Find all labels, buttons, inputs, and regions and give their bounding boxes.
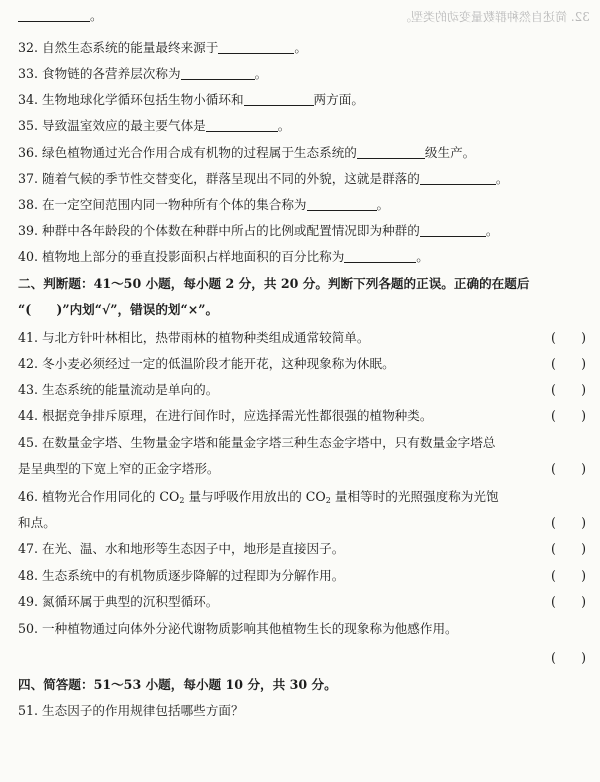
- question-46-line-1: 46. 植物光合作用同化的 $CO_2$ 量与呼吸作用放出的 $CO_2$ 量相等时的光照强度称为光饱: [18, 489, 499, 505]
- answer-blank[interactable]: [244, 93, 314, 106]
- question-text: 37. 随着气候的季节性交替变化，群落呈现出不同的外貌，这就是群落的: [18, 171, 420, 186]
- subscript: 2: [325, 496, 331, 505]
- section-4-heading: 四、简答题：51～53 小题，每小题 10 分，共 30 分。: [18, 677, 337, 692]
- answer-blank[interactable]: [420, 224, 486, 237]
- question-42: 42. 冬小麦必须经过一定的低温阶段才能开花，这种现象称为休眠。: [18, 356, 395, 371]
- question-43: 43. 生态系统的能量流动是单向的。: [18, 382, 219, 397]
- question-51: 51. 生态因子的作用规律包括哪些方面？: [18, 703, 244, 718]
- section-2-heading-cont: “( )”内划“√”，错误的划“×”。: [18, 302, 219, 317]
- question-46-line-2: 和点。: [18, 515, 56, 530]
- answer-parentheses[interactable]: ( ): [550, 515, 586, 530]
- question-38: 38. 在一定空间范围内同一物种所有个体的集合称为 。: [18, 197, 390, 212]
- question-32: 32. 自然生态系统的能量最终来源于 。: [18, 40, 307, 55]
- answer-blank[interactable]: [181, 67, 255, 80]
- answer-blank[interactable]: [218, 41, 294, 54]
- question-45-line-2: 是呈典型的下宽上窄的正金字塔形。: [18, 461, 220, 476]
- question-35: 35. 导致温室效应的最主要气体是 。: [18, 118, 291, 133]
- top-answer-line: 。: [18, 8, 586, 24]
- question-text: 33. 食物链的各营养层次称为: [18, 66, 181, 81]
- question-44: 44. 根据竞争排斥原理，在进行间作时，应选择需光性都很强的植物种类。: [18, 408, 433, 423]
- question-45-line-1: 45. 在数量金字塔、生物量金字塔和能量金字塔三种生态金字塔中，只有数量金字塔总: [18, 435, 496, 450]
- question-48: 48. 生态系统中的有机物质逐步降解的过程即为分解作用。: [18, 568, 345, 583]
- question-47: 47. 在光、温、水和地形等生态因子中，地形是直接因子。: [18, 541, 345, 556]
- answer-parentheses[interactable]: ( ): [550, 541, 586, 556]
- question-33: 33. 食物链的各营养层次称为 。: [18, 66, 268, 81]
- answer-parentheses[interactable]: ( ): [550, 408, 586, 423]
- question-49: 49. 氮循环属于典型的沉积型循环。: [18, 594, 219, 609]
- answer-blank[interactable]: [420, 172, 496, 185]
- question-39: 39. 种群中各年龄段的个体数在种群中所占的比例或配置情况即为种群的 。: [18, 223, 499, 238]
- question-40: 40. 植物地上部分的垂直投影面积占样地面积的百分比称为 。: [18, 249, 429, 264]
- question-50: 50. 一种植物通过向体外分泌代谢物质影响其他植物生长的现象称为他感作用。: [18, 621, 458, 636]
- answer-blank[interactable]: [307, 198, 377, 211]
- answer-parentheses[interactable]: ( ): [550, 461, 586, 476]
- answer-parentheses[interactable]: ( ): [550, 650, 586, 665]
- answer-blank[interactable]: [18, 9, 90, 22]
- section-2-heading: 二、判断题：41～50 小题，每小题 2 分，共 20 分。判断下列各题的正误。正确的在题后: [18, 276, 530, 291]
- question-text: 39. 种群中各年龄段的个体数在种群中所占的比例或配置情况即为种群的: [18, 223, 420, 238]
- question-text: 40. 植物地上部分的垂直投影面积占样地面积的百分比称为: [18, 249, 345, 264]
- answer-parentheses[interactable]: ( ): [550, 382, 586, 397]
- answer-parentheses[interactable]: ( ): [550, 594, 586, 609]
- bleed-through-text: 32. 简述自然种群数量变动的类型。: [399, 10, 590, 24]
- question-37: 37. 随着气候的季节性交替变化，群落呈现出不同的外貌，这就是群落的 。: [18, 171, 509, 186]
- question-text: 35. 导致温室效应的最主要气体是: [18, 118, 206, 133]
- answer-parentheses[interactable]: ( ): [550, 568, 586, 583]
- answer-parentheses[interactable]: ( ): [550, 356, 586, 371]
- subscript: 2: [179, 496, 185, 505]
- answer-blank[interactable]: [357, 146, 425, 159]
- answer-blank[interactable]: [344, 250, 416, 263]
- question-41: 41. 与北方针叶林相比，热带雨林的植物种类组成通常较简单。: [18, 330, 370, 345]
- question-text: 34. 生物地球化学循环包括生物小循环和: [18, 92, 244, 107]
- question-34: 34. 生物地球化学循环包括生物小循环和 两方面。: [18, 92, 364, 107]
- question-text: 36. 绿色植物通过光合作用合成有机物的过程属于生态系统的: [18, 145, 357, 160]
- question-text: 38. 在一定空间范围内同一物种所有个体的集合称为: [18, 197, 307, 212]
- answer-parentheses[interactable]: ( ): [550, 330, 586, 345]
- question-text: 32. 自然生态系统的能量最终来源于: [18, 40, 219, 55]
- answer-blank[interactable]: [206, 119, 278, 132]
- question-36: 36. 绿色植物通过光合作用合成有机物的过程属于生态系统的 级生产。: [18, 145, 476, 160]
